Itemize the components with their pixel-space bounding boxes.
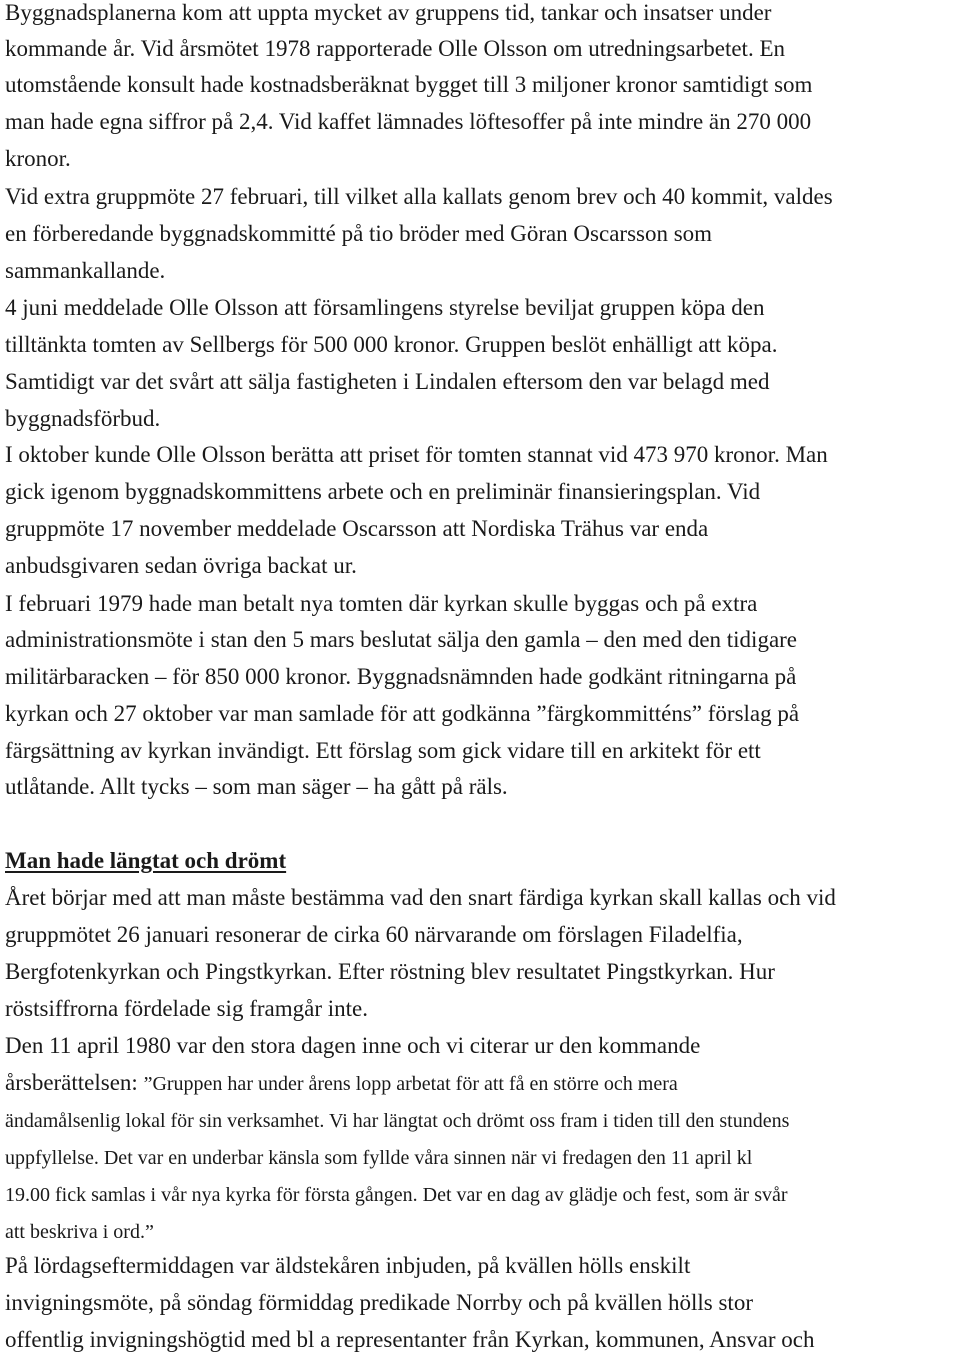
paragraph-line: Bergfotenkyrkan och Pingstkyrkan. Efter röstning blev resultatet Pingstkyrkan. Hur <box>5 959 775 984</box>
paragraph-line: Den 11 april 1980 var den stora dagen inne och vi citerar ur den kommande <box>5 1033 701 1058</box>
section-heading: Man hade längtat och drömt <box>5 848 287 873</box>
paragraph-line: 4 juni meddelade Olle Olsson att församlingens styrelse beviljat gruppen köpa den <box>5 295 765 320</box>
paragraph-line: sammankallande. <box>5 258 166 283</box>
paragraph-line: Året börjar med att man måste bestämma vad den snart färdiga kyrkan skall kallas och vid <box>5 885 836 910</box>
quote-intro-line <box>5 1068 678 1099</box>
paragraph-line: I februari 1979 hade man betalt nya tomten där kyrkan skulle byggas och på extra <box>5 591 758 616</box>
paragraph-line: kronor. <box>5 146 71 171</box>
paragraph-line: Samtidigt var det svårt att sälja fastigheten i Lindalen eftersom den var belagd med <box>5 369 770 394</box>
quote-line: uppfyllelse. Det var en underbar känsla som fyllde våra sinnen när vi fredagen den 11 april kl <box>5 1147 753 1169</box>
paragraph-line: gruppmöte 17 november meddelade Oscarsson att Nordiska Trähus var enda <box>5 516 709 541</box>
paragraph-line: Byggnadsplanerna kom att uppta mycket av gruppens tid, tankar och insatser under <box>5 0 772 25</box>
paragraph-line: anbudsgivaren sedan övriga backat ur. <box>5 553 357 578</box>
paragraph-line: utomstående konsult hade kostnadsberäknat bygget till 3 miljoner kronor samtidigt som <box>5 72 813 97</box>
paragraph-line: utlåtande. Allt tycks – som man säger – ha gått på räls. <box>5 774 508 799</box>
paragraph-line: en förberedande byggnadskommitté på tio bröder med Göran Oscarsson som <box>5 221 713 246</box>
paragraph-line: man hade egna siffror på 2,4. Vid kaffet lämnades löftesoffer på inte mindre än 270 000 <box>5 109 812 134</box>
paragraph-line: gruppmötet 26 januari resonerar de cirka 60 närvarande om förslagen Filadelfia, <box>5 922 743 947</box>
paragraph-line: militärbaracken – för 850 000 kronor. Byggnadsnämnden hade godkänt ritningarna på <box>5 664 797 689</box>
paragraph-line: offentlig invigningshögtid med bl a representanter från Kyrkan, kommunen, Ansvar och <box>5 1327 815 1352</box>
paragraph-line: byggnadsförbud. <box>5 406 161 431</box>
paragraph-line: I oktober kunde Olle Olsson berätta att priset för tomten stannat vid 473 970 kronor. Man <box>5 442 828 467</box>
quote-line: 19.00 fick samlas i vår nya kyrka för första gången. Det var en dag av glädje och fest, som är svår <box>5 1184 788 1206</box>
paragraph-line: gick igenom byggnadskommittens arbete och en preliminär finansieringsplan. Vid <box>5 479 761 504</box>
paragraph-line: kommande år. Vid årsmötet 1978 rapporterade Olle Olsson om utredningsarbetet. En <box>5 36 786 61</box>
paragraph-line: invigningsmöte, på söndag förmiddag predikade Norrby och på kvällen hölls stor <box>5 1290 753 1315</box>
paragraph-line: På lördagseftermiddagen var äldstekåren inbjuden, på kvällen hölls enskilt <box>5 1253 691 1278</box>
paragraph-line: Vid extra gruppmöte 27 februari, till vilket alla kallats genom brev och 40 kommit, valdes <box>5 184 833 209</box>
paragraph-line: tilltänkta tomten av Sellbergs för 500 000 kronor. Gruppen beslöt enhälligt att köpa. <box>5 332 778 357</box>
quote-text: ”Gruppen har under årens lopp arbetat för att få en större och mera <box>143 1073 678 1095</box>
paragraph-line: färgsättning av kyrkan invändigt. Ett förslag som gick vidare till en arkitekt för ett <box>5 738 761 763</box>
paragraph-line: kyrkan och 27 oktober var man samlade för att godkänna ”färgkommitténs” förslag på <box>5 701 800 726</box>
quote-intro-text: årsberättelsen: <box>5 1070 144 1095</box>
paragraph-line: administrationsmöte i stan den 5 mars beslutat sälja den gamla – den med den tidigare <box>5 627 798 652</box>
paragraph-line: röstsiffrorna fördelade sig framgår inte. <box>5 996 368 1021</box>
quote-line: ändamålsenlig lokal för sin verksamhet. Vi har längtat och drömt oss fram i tiden till den stundens <box>5 1110 790 1132</box>
quote-line: att beskriva i ord.” <box>5 1221 154 1243</box>
